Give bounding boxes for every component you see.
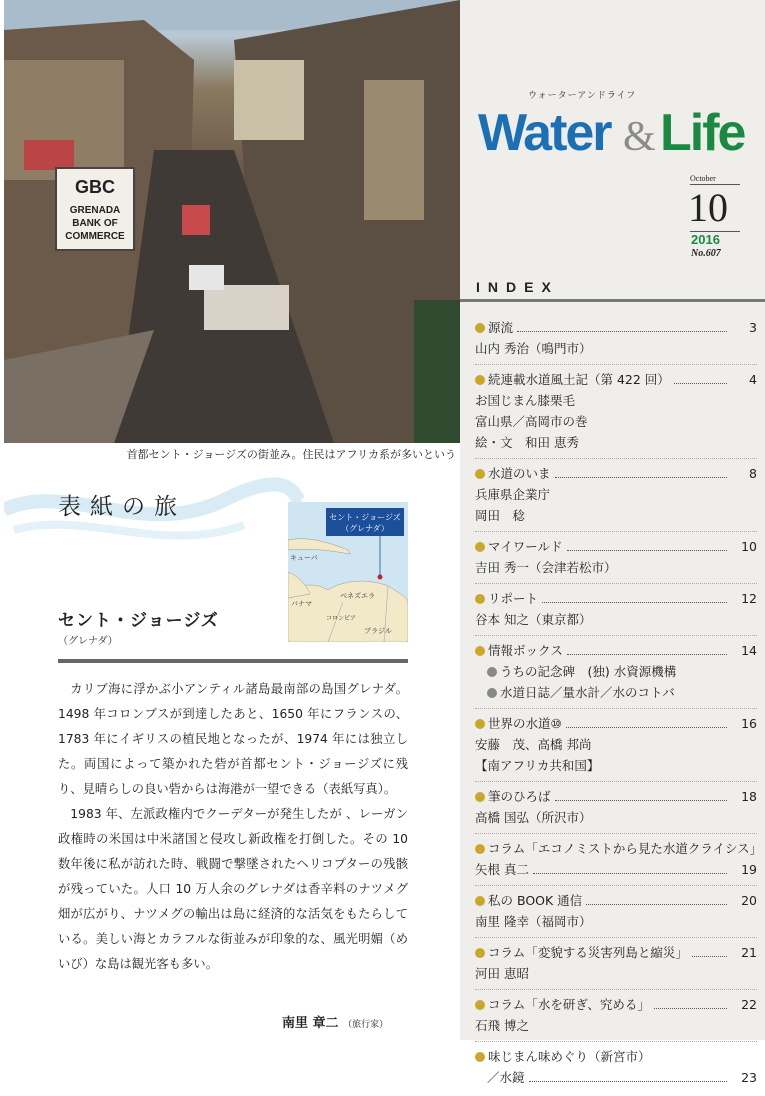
bullet-icon: [475, 646, 485, 656]
entry-page: 12: [741, 591, 757, 606]
bullet-icon: [475, 792, 485, 802]
logo-water: Water: [478, 104, 611, 162]
index-entry[interactable]: [475, 837, 763, 886]
entry-title: 水道のいま: [488, 466, 551, 481]
entry-subitem: 水道日誌／量水計／水のコトバ: [475, 683, 757, 704]
issue-number: 10: [688, 185, 728, 230]
entry-line: 高橋 国弘（所沢市）: [475, 810, 592, 825]
entry-title: リポート: [488, 591, 539, 606]
article-paragraph: カリブ海に浮かぶ小アンティル諸島最南部の島国グレナダ。1498 年コロンブスが到達したあと、1650 年にフランスの、1783 年にイギリスの植民地となったが、1974 年には独立した。両国によって築かれた砦が首都セント・ジョージズに残り、見晴らしの良い砦からは海港が一望できる（表紙写真）。: [58, 682, 408, 796]
entry-line: 富山県／高岡市の巻: [475, 414, 588, 429]
issue-month: October: [690, 174, 716, 183]
entry-line: 山内 秀治（鳴門市）: [475, 341, 592, 356]
entry-title: 私の BOOK 通信: [488, 893, 583, 908]
entry-line: 河田 恵昭: [475, 966, 529, 981]
map-label: （グレナダ）: [341, 524, 389, 533]
bank-sign-line: BANK OF: [72, 218, 118, 229]
entry-page: 8: [749, 466, 757, 481]
index-list: [475, 316, 763, 1096]
entry-page: 16: [741, 716, 757, 731]
article-paragraph: 1983 年、左派政権内でクーデターが発生したが 、レーガン政権時の米国は中米諸国と侵攻し新政権を打倒した。その 10 数年後に私が訪れた時、戦闘で撃墜されたヘリコプターの残骸が残っていた。人口 10 万人余のグレナダは香辛料のナツメグ畑が広がり、ナツメグの輸出は島に経済的な活気をもたらしている。美しい海とカラフルな街並みが印象的な、風光明媚（めいび）な島は観光客も多い。: [58, 807, 408, 971]
bullet-icon: [475, 844, 485, 854]
author: [282, 1012, 388, 1031]
entry-line: お国じまん膝栗毛: [475, 393, 576, 408]
map-label: パナマ: [291, 600, 312, 608]
entry-page: 23: [741, 1070, 757, 1085]
bullet-icon: [475, 594, 485, 604]
bullet-icon: [475, 375, 485, 385]
place-country: （グレナダ）: [58, 636, 118, 647]
entry-page: 18: [741, 789, 757, 804]
bullet-icon: [475, 896, 485, 906]
index-entry[interactable]: [475, 368, 757, 459]
logo-amp: &: [623, 114, 656, 160]
entry-title: マイワールド: [488, 539, 563, 554]
index-entry[interactable]: [475, 587, 757, 636]
bullet-icon: [487, 688, 497, 698]
index-entry[interactable]: [475, 1045, 757, 1093]
bank-sign-logo: GBC: [75, 177, 115, 197]
entry-line: 矢根 真二: [475, 862, 529, 877]
issue-no: No.607: [691, 248, 721, 259]
entry-page: 14: [741, 643, 757, 658]
entry-title: 続連載水道風土記（第 422 回）: [488, 372, 670, 387]
index-entry[interactable]: [475, 316, 757, 365]
entry-title: コラム「エコノミストから見た水道クライシス」: [488, 841, 763, 856]
map-label: セント・ジョージズ: [329, 513, 401, 522]
index-entry[interactable]: [475, 712, 757, 782]
entry-page: 20: [741, 893, 757, 908]
index-entry[interactable]: [475, 462, 757, 532]
logo-kana: ウォーターアンドライフ: [528, 91, 637, 101]
article-body: [58, 677, 408, 977]
entry-page: 19: [741, 862, 757, 877]
entry-line: 兵庫県企業庁: [475, 487, 551, 502]
map-label: キューバ: [290, 554, 318, 562]
index-entry[interactable]: [475, 993, 757, 1042]
photo-caption: 首都セント・ジョージズの街並み。住民はアフリカ系が多いという: [126, 448, 456, 461]
bullet-icon: [475, 1000, 485, 1010]
entry-line: 南里 隆幸（福岡市）: [475, 914, 592, 929]
entry-line: 絵・文 和田 恵秀: [475, 435, 579, 450]
location-map: [288, 502, 408, 642]
entry-title: 味じまん味めぐり（新宮市）: [488, 1049, 651, 1064]
bullet-icon: [475, 542, 485, 552]
entry-line: ／水鏡: [487, 1070, 525, 1085]
bullet-icon: [475, 323, 485, 333]
entry-page: 3: [749, 320, 757, 335]
issue-year: 2016: [691, 232, 720, 247]
entry-title: 源流: [488, 320, 514, 335]
entry-line: 吉田 秀一（会津若松市）: [475, 560, 617, 575]
entry-title: コラム「水を研ぎ、究める」: [488, 997, 650, 1012]
entry-page: 22: [741, 997, 757, 1012]
map-label: ブラジル: [364, 627, 392, 635]
map-label: ベネズエラ: [340, 592, 375, 600]
bullet-icon: [475, 469, 485, 479]
index-entry[interactable]: [475, 639, 757, 709]
entry-title: コラム「変貌する災害列島と縮災」: [488, 945, 688, 960]
index-entry[interactable]: [475, 941, 757, 990]
entry-title: 筆のひろば: [488, 789, 551, 804]
entry-title: 情報ボックス: [488, 643, 563, 658]
place-name: セント・ジョージズ: [58, 611, 219, 631]
bullet-icon: [475, 719, 485, 729]
cover-photo: [4, 0, 460, 443]
map-label: コロンビア: [326, 615, 357, 622]
section-title: 表紙の旅: [58, 494, 186, 520]
entry-subitem: うちの記念碑 (独) 水資源機構: [475, 662, 757, 683]
water-and-life-logo: [478, 88, 748, 163]
bullet-icon: [487, 667, 497, 677]
entry-line: 谷本 知之（東京都）: [475, 612, 592, 627]
bank-sign: [56, 168, 134, 250]
entry-line: 石飛 博之: [475, 1018, 529, 1033]
bullet-icon: [475, 1052, 485, 1062]
index-heading: INDEX: [476, 279, 559, 295]
entry-title: 世界の水道⑩: [488, 716, 562, 731]
bullet-icon: [475, 948, 485, 958]
author-name: 南里 章二: [282, 1016, 339, 1031]
entry-page: 21: [741, 945, 757, 960]
article-rule: [58, 659, 408, 663]
street-scene-illustration: [4, 0, 460, 443]
bank-sign-line: COMMERCE: [65, 231, 125, 242]
index-entry[interactable]: [475, 785, 757, 834]
entry-line: 岡田 稔: [475, 508, 526, 523]
logo-life: Life: [660, 104, 745, 162]
index-entry[interactable]: [475, 535, 757, 584]
index-entry[interactable]: [475, 889, 757, 938]
index-rule: [460, 299, 765, 302]
bank-sign-line: GRENADA: [69, 205, 121, 216]
entry-page: 10: [741, 539, 757, 554]
author-role: （旅行家）: [343, 1020, 389, 1030]
entry-page: 4: [749, 372, 757, 387]
entry-line: 【南アフリカ共和国】: [475, 758, 600, 773]
entry-line: 安藤 茂、高橋 邦尚: [475, 737, 592, 752]
